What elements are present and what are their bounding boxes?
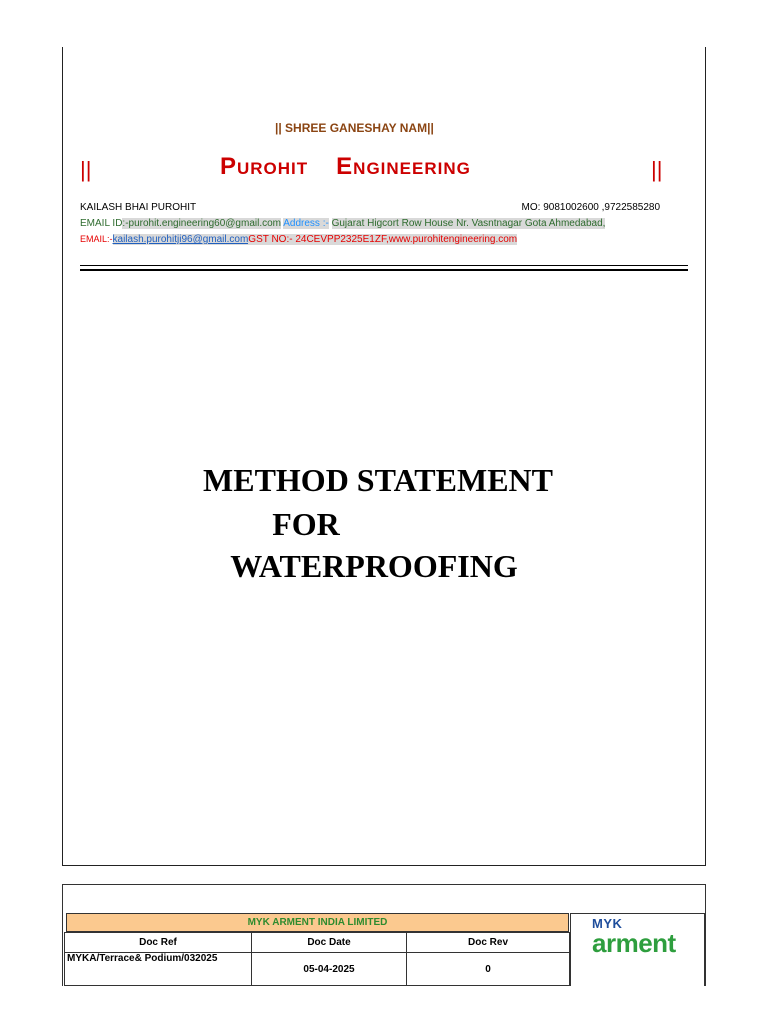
decorative-bars-left: ||: [80, 157, 92, 182]
owner-name: KAILASH BHAI PUROHIT: [80, 202, 197, 213]
footer-company-name: MYK ARMENT INDIA LIMITED: [66, 913, 569, 932]
blessing-text: || SHREE GANESHAY NAM||: [275, 121, 434, 135]
company-name: [220, 153, 471, 181]
address-label: Address :-: [283, 218, 329, 229]
email2-label: EMAIL:-: [80, 234, 113, 244]
table-row: [65, 953, 570, 986]
email-address-line: [80, 218, 605, 229]
value-doc-date: 05-04-2025: [252, 953, 407, 986]
header-divider-thin: [80, 265, 688, 266]
mobile-numbers: MO: 9081002600 ,9722585280: [521, 202, 660, 213]
logo-text-bottom: arment: [592, 928, 676, 958]
document-title-line3: WATERPROOFING: [230, 548, 518, 584]
header-doc-ref: Doc Ref: [65, 933, 252, 953]
myk-arment-logo: [592, 917, 676, 956]
header-doc-date: Doc Date: [252, 933, 407, 953]
email2-link[interactable]: kailash.purohitji96@gmail.com: [112, 234, 249, 245]
company-name-word1: Purohit: [220, 153, 309, 180]
header-divider-thick: [80, 269, 688, 271]
header-doc-rev: Doc Rev: [407, 933, 570, 953]
document-title-line1: METHOD STATEMENT: [203, 462, 553, 498]
gst-website: GST NO:- 24CEVPP2325E1ZF,www.purohitengineering.com: [248, 234, 518, 245]
table-header-row: [65, 933, 570, 953]
email-label: EMAIL ID: [80, 218, 123, 229]
address-value: Gujarat Higcort Row House Nr. Vasntnagar Gota Ahmedabad,: [331, 218, 606, 229]
value-doc-rev: 0: [407, 953, 570, 986]
doc-info-table: [64, 932, 570, 986]
logo-text-top: MYK: [592, 916, 623, 931]
email2-gst-line: [80, 234, 517, 245]
email-value[interactable]: :-purohit.engineering60@gmail.com: [122, 218, 281, 229]
document-title-line2: FOR: [272, 506, 340, 542]
company-name-word2: Engineering: [336, 153, 471, 180]
value-doc-ref: MYKA/Terrace& Podium/032025: [65, 953, 252, 986]
decorative-bars-right: ||: [651, 157, 663, 182]
